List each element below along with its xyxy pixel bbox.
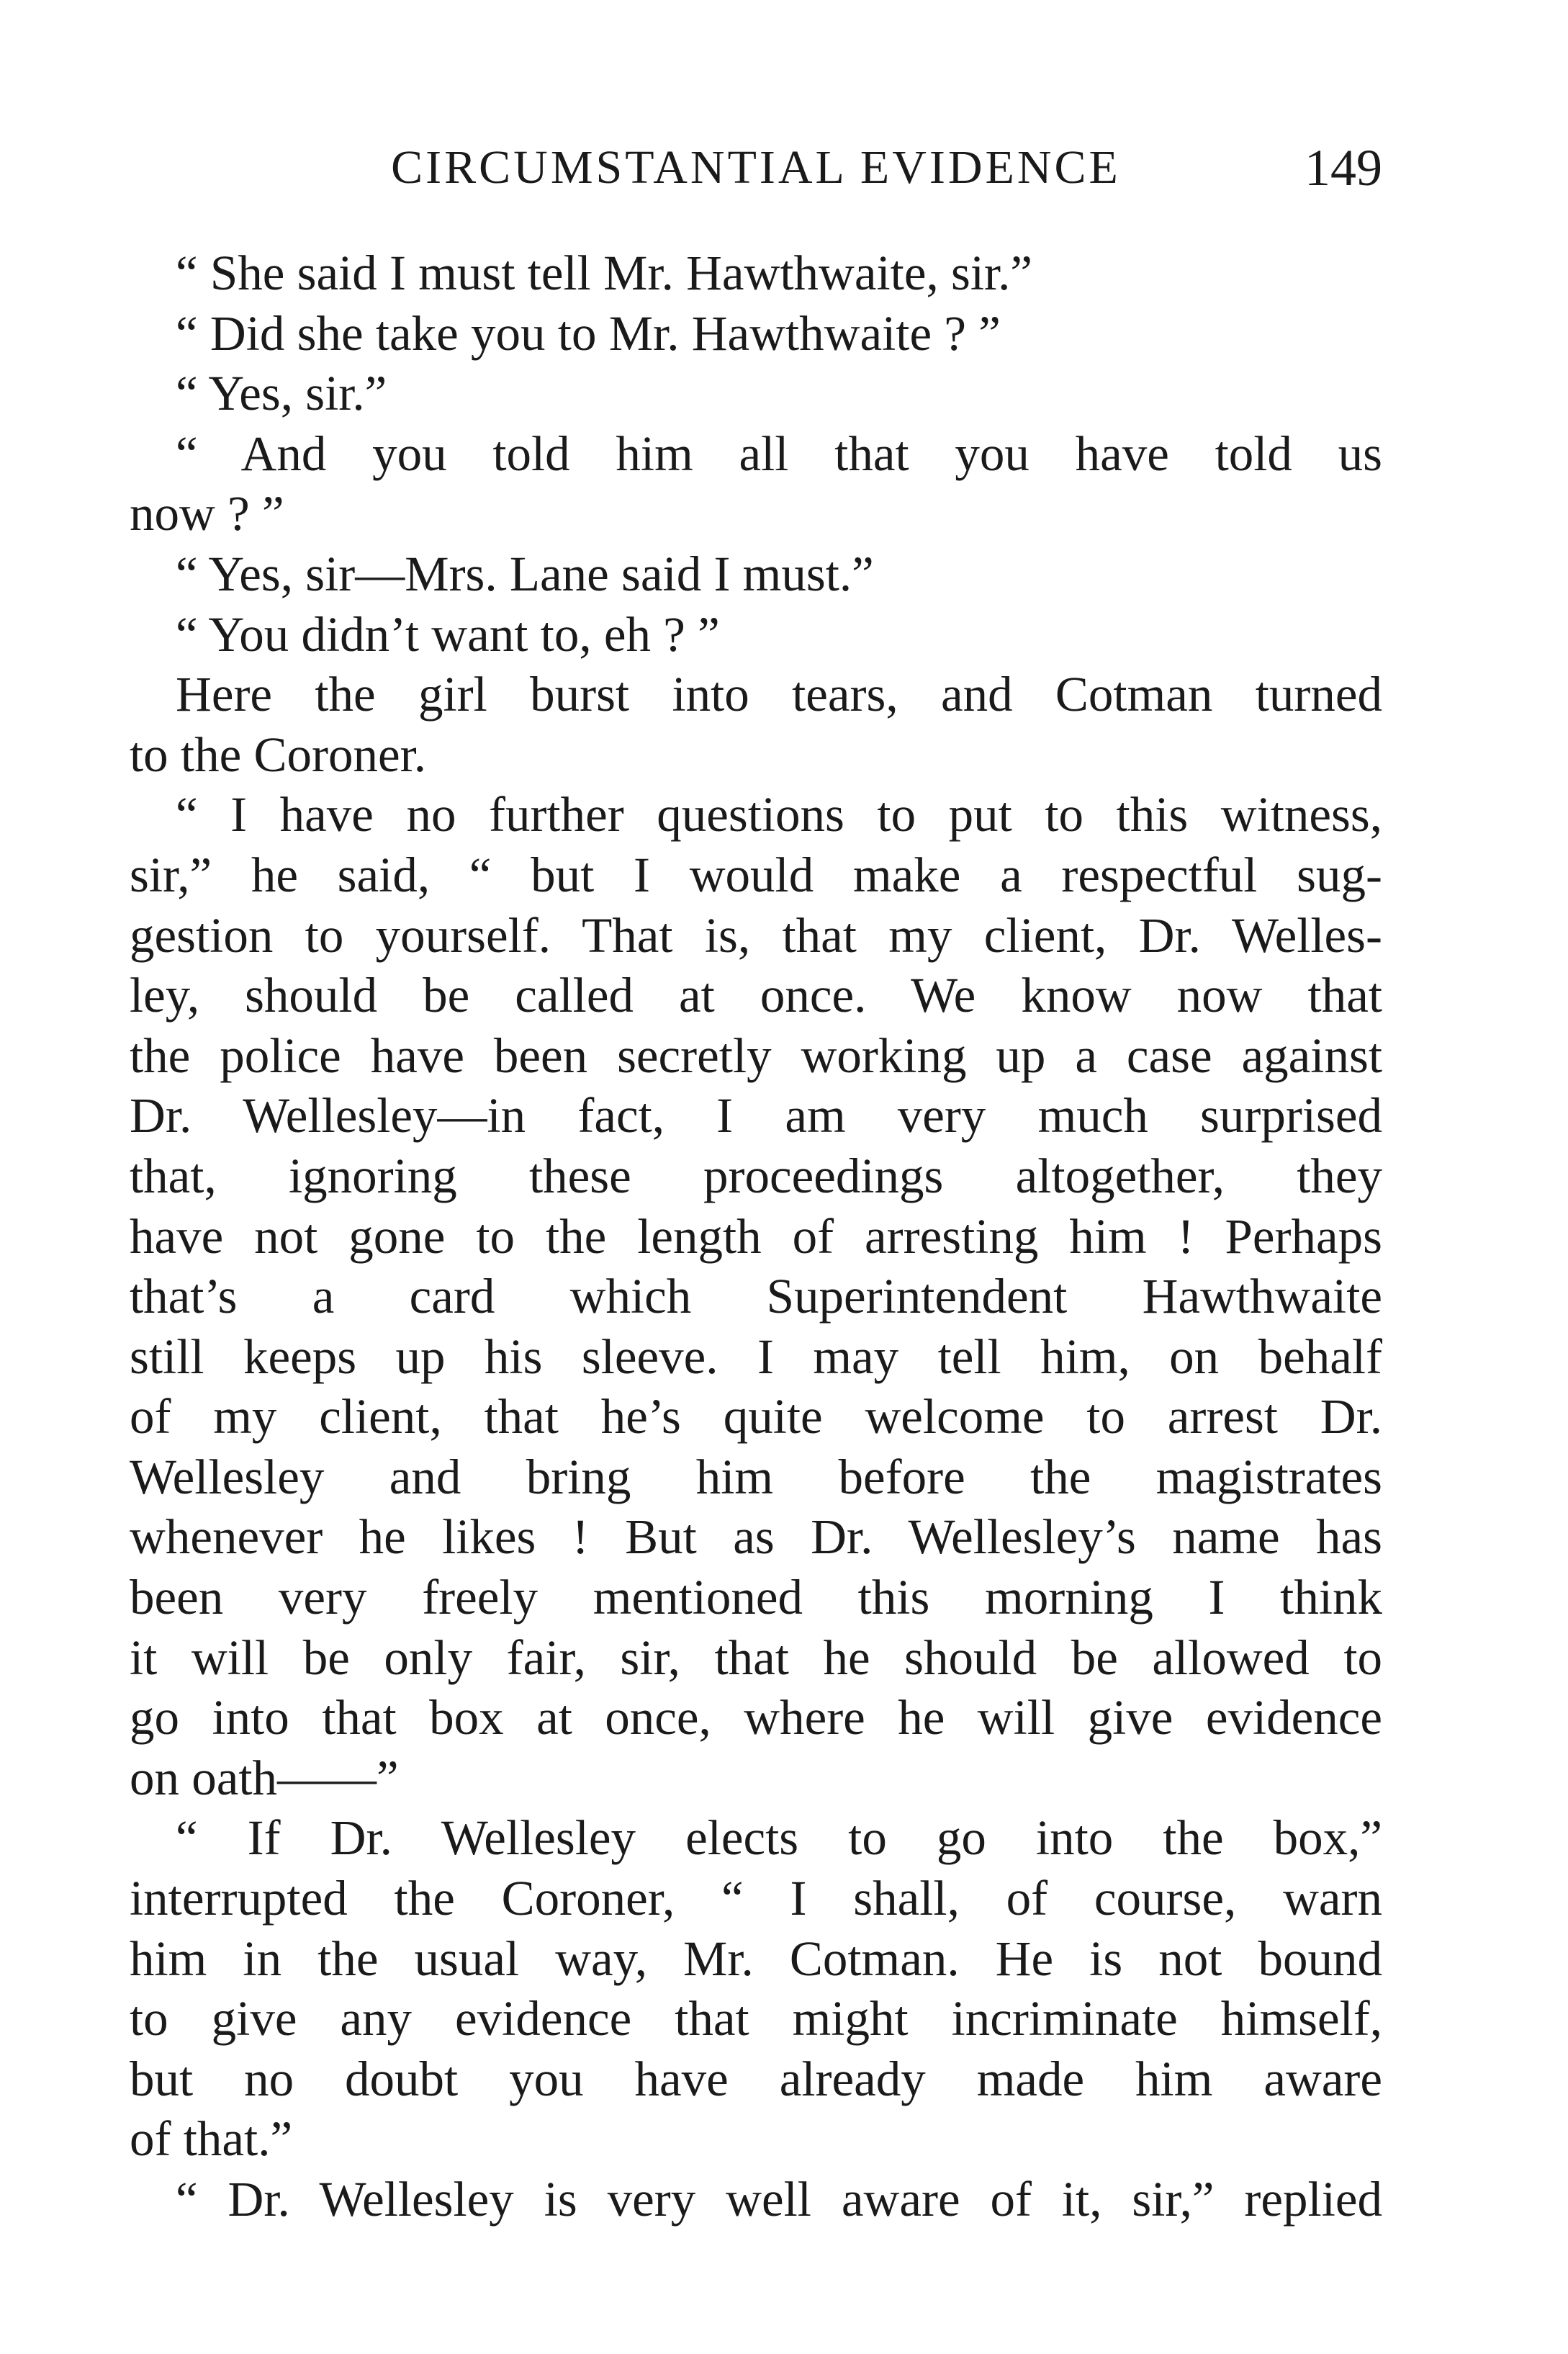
- paragraph: [130, 544, 1382, 605]
- text-line: it will be only fair, sir, that he should be allowed to: [130, 1630, 1382, 1685]
- text-line: “ She said I must tell Mr. Hawthwaite, sir.”: [176, 246, 1033, 300]
- text-line: been very freely mentioned this morning I think: [130, 1570, 1382, 1625]
- paragraph: [130, 243, 1382, 304]
- text-line: to give any evidence that might incriminate himself,: [130, 1991, 1382, 2047]
- text-line: “ I have no further questions to put to this witness,: [176, 787, 1382, 843]
- text-line: that’s a card which Superintendent Hawthwaite: [130, 1269, 1382, 1324]
- page-header: [130, 135, 1382, 200]
- text-line: Wellesley and bring him before the magistrates: [130, 1449, 1382, 1504]
- text-line: of that.”: [130, 2111, 293, 2167]
- text-line: “ Did she take you to Mr. Hawthwaite ? ”: [176, 305, 1001, 361]
- paragraph: [130, 2170, 1382, 2230]
- paragraph: [130, 665, 1382, 785]
- text-line: “ If Dr. Wellesley elects to go into the box,”: [176, 1810, 1382, 1866]
- text-line: “ Dr. Wellesley is very well aware of it, sir,” replied: [176, 2172, 1382, 2227]
- paragraph: [130, 364, 1382, 424]
- paragraph: [130, 1808, 1382, 2170]
- text-line: now ? ”: [130, 486, 284, 542]
- text-line: have not gone to the length of arresting him ! Perhaps: [130, 1208, 1382, 1264]
- text-line: of my client, that he’s quite welcome to arrest Dr.: [130, 1389, 1382, 1445]
- text-line: the police have been secretly working up a case against: [130, 1028, 1382, 1083]
- text-line: “ And you told him all that you have told us: [176, 426, 1382, 481]
- page-number: 149: [1305, 139, 1382, 197]
- text-line: Here the girl burst into tears, and Cotman turned: [176, 667, 1382, 722]
- text-line: on oath——”: [130, 1750, 399, 1805]
- text-line: sir,” he said, “ but I would make a respectful sug-: [130, 847, 1382, 902]
- paragraph: [130, 304, 1382, 364]
- body-text: [130, 243, 1382, 2230]
- text-line: go into that box at once, where he will give evidence: [130, 1690, 1382, 1746]
- text-line: gestion to yourself. That is, that my client, Dr. Welles-: [130, 907, 1382, 963]
- paragraph: [130, 424, 1382, 544]
- text-line: interrupted the Coroner, “ I shall, of course, warn: [130, 1871, 1382, 1926]
- text-line: to the Coroner.: [130, 727, 427, 782]
- text-line: “ Yes, sir—Mrs. Lane said I must.”: [176, 546, 874, 601]
- text-line: ley, should be called at once. We know now that: [130, 968, 1382, 1023]
- text-line: Dr. Wellesley—in fact, I am very much surprised: [130, 1088, 1382, 1144]
- text-line: but no doubt you have already made him aware: [130, 2051, 1382, 2106]
- text-line: still keeps up his sleeve. I may tell him, on behalf: [130, 1329, 1382, 1384]
- text-line: whenever he likes ! But as Dr. Wellesley’s name has: [130, 1509, 1382, 1565]
- paragraph: [130, 605, 1382, 665]
- text-line: that, ignoring these proceedings altogether, they: [130, 1148, 1382, 1203]
- text-line: him in the usual way, Mr. Cotman. He is not bound: [130, 1931, 1382, 1986]
- paragraph: [130, 785, 1382, 1808]
- running-head: CIRCUMSTANTIAL EVIDENCE: [391, 141, 1121, 194]
- text-line: “ You didn’t want to, eh ? ”: [176, 606, 720, 662]
- text-line: “ Yes, sir.”: [176, 366, 387, 421]
